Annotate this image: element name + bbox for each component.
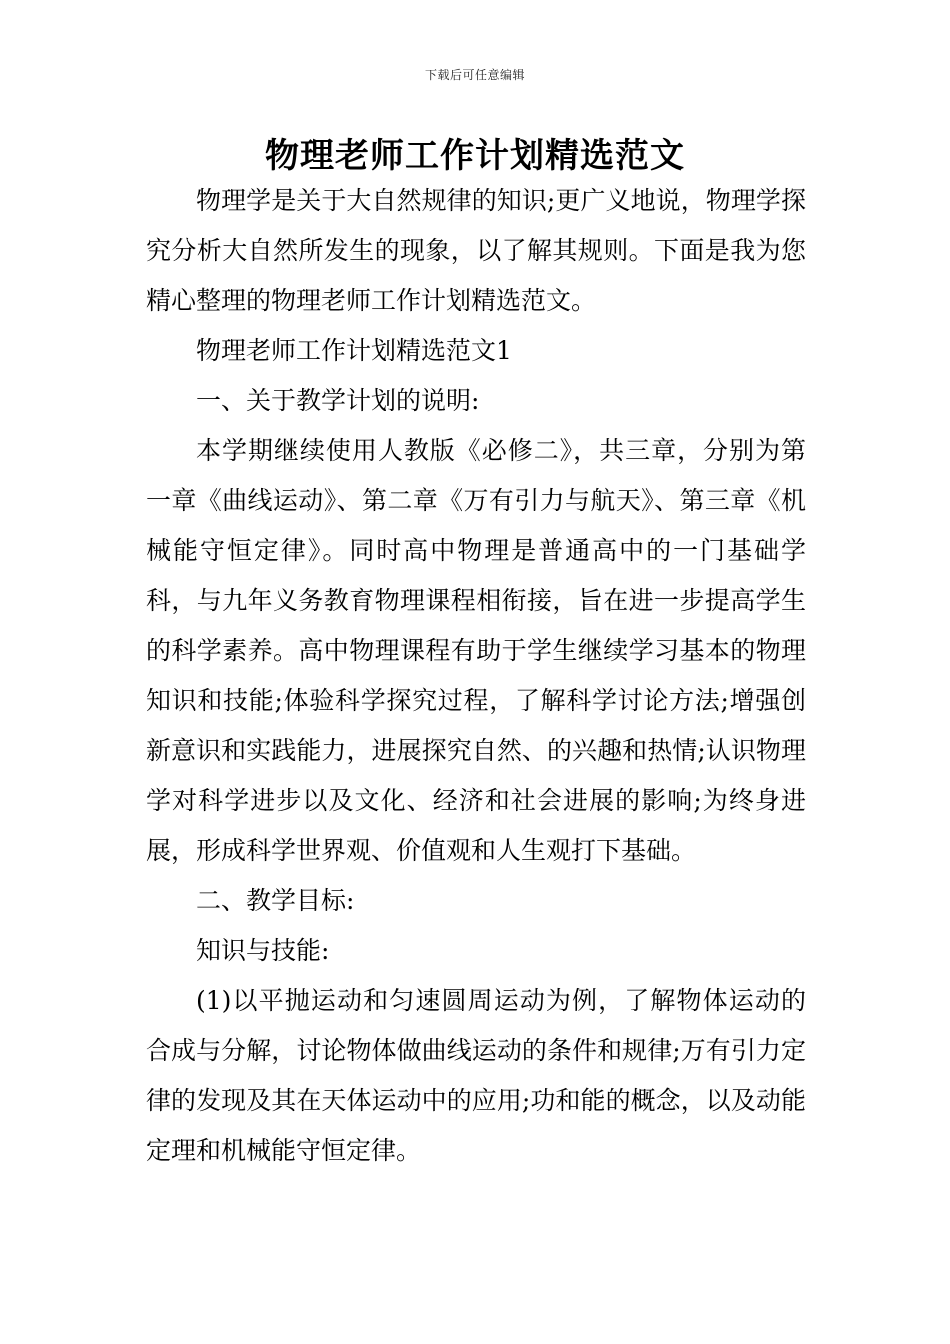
- subheading-plan-note: 一、关于教学计划的说明:: [196, 386, 480, 415]
- document-title: 物理老师工作计划精选范文: [265, 136, 685, 176]
- plan-description-paragraph: 本学期继续使用人教版《必修二》，共三章，分别为第一章《曲线运动》、第二章《万有引力与航天》、第三章《机械能守恒定律》。同时高中物理是普通高中的一门基础学科，与九年义务教育物理课程相衔接，旨在进一步提高学生的科学素养。高中物理课程有助于学生继续学习基本的物理知识和技能;体验科学探究过程，了解科学讨论方法;增强创新意识和实践能力，进展探究自然、的兴趣和热情;认识物理学对科学进步以及文化、经济和社会进展的影响;为终身进展，形成科学世界观、价值观和人生观打下基础。: [146, 436, 806, 865]
- intro-paragraph: 物理学是关于大自然规律的知识;更广义地说，物理学探究分析大自然所发生的现象，以了解其规则。下面是我为您精心整理的物理老师工作计划精选范文。: [146, 186, 806, 315]
- subheading-knowledge-skills: 知识与技能:: [196, 936, 330, 965]
- goal-item-1: (1)以平抛运动和匀速圆周运动为例，了解物体运动的合成与分解，讨论物体做曲线运动的条件和规律;万有引力定律的发现及其在天体运动中的应用;功和能的概念，以及动能定理和机械能守恒定律。: [146, 986, 806, 1165]
- section-heading-1: 物理老师工作计划精选范文1: [196, 336, 512, 365]
- subheading-teaching-goals: 二、教学目标:: [196, 886, 355, 915]
- document-body: [146, 176, 806, 1176]
- page-header-note: 下载后可任意编辑: [424, 68, 525, 82]
